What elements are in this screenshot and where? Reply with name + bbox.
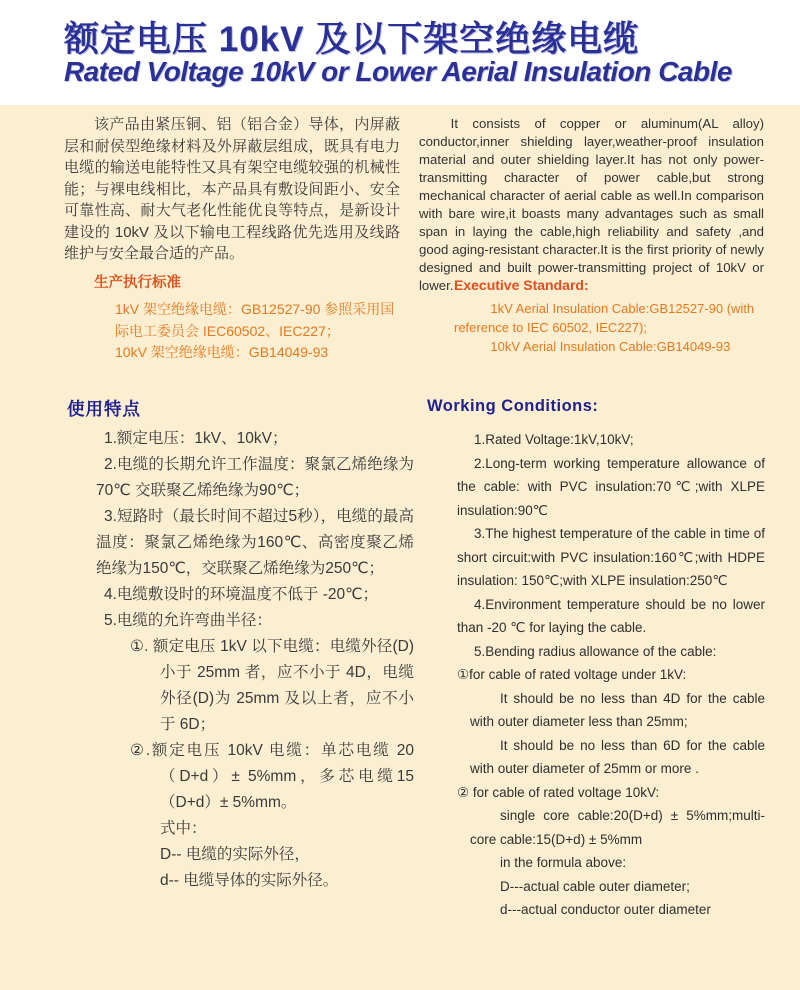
production-standard-section-chinese [94,271,410,364]
working-item: 2.Long-term working temperature allowance of the cable: with PVC insulation:70℃;with XLPE insulation:90℃ [457,455,765,518]
standard-item: 1kV Aerial Insulation Cable:GB12527-90 (with reference to IEC 60502, IEC227); [454,301,755,335]
feature-item: 5.电缆的允许弯曲半径： [104,612,272,629]
formula-line: d---actual conductor outer diameter [500,902,711,917]
working-item: 1.Rated Voltage:1kV,10kV; [474,432,634,447]
features-heading-chinese: 使用特点 [67,399,141,419]
standard-item: 10kV 架空绝缘电缆：GB14049-93 [115,344,329,360]
working-subitem: It should be no less than 6D for the cable with outer diameter of 25mm or more . [470,737,765,776]
page-title-english: Rated Voltage 10kV or Lower Aerial Insulation Cable [64,56,732,87]
working-subheading: ①for cable of rated voltage under 1kV: [457,667,687,682]
executive-standard-items-english [454,299,762,356]
working-subheading: ② for cable of rated voltage 10kV: [457,784,660,800]
working-item: 5.Bending radius allowance of the cable: [474,643,717,659]
feature-subitem: ②.额定电压 10kV 电缆：单芯电缆 20（D+d）± 5%mm，多芯电缆15（D+d）± 5%mm。 [130,742,414,811]
working-conditions-heading-english: Working Conditions: [427,397,599,415]
working-subitem: single core cable:20(D+d) ± 5%mm;multi-core cable:15(D+d) ± 5%mm [470,808,765,847]
feature-subitem: ①. 额定电压 1kV 以下电缆：电缆外径(D)小于 25mm 者，应不小于 4D，电缆外径(D)为 25mm 及以上者，应不小于 6D； [130,638,414,733]
formula-line: in the formula above: [500,855,627,870]
executive-standard-section-english [454,277,766,356]
feature-item: 4.电缆敷设时的环境温度不低于 -20℃； [104,586,379,603]
working-subitem: It should be no less than 4D for the cable with outer diameter less than 25mm; [470,690,765,729]
feature-item: 1.额定电压：1kV、10kV； [104,430,288,447]
features-list-chinese [96,426,414,894]
working-item: 4.Environment temperature should be no lower than -20 ℃ for laying the cable. [457,596,765,635]
production-standard-items-chinese [115,299,408,364]
feature-item: 2.电缆的长期允许工作温度：聚氯乙烯绝缘为70℃ 交联聚乙烯绝缘为90℃； [96,456,414,499]
formula-line: D---actual cable outer diameter; [500,878,690,894]
working-conditions-list-english [457,428,765,922]
intro-paragraph-english: It consists of copper or aluminum(AL alloy) conductor,inner shielding layer,weather-proof insulation material and outer shielding layer.It has not only power-transmitting character of power cable,but strong mechanical character of aerial cable as well.In comparison with bare wire,it boasts many advantages such as small span in laying the cable,high reliability and safety ,and good aging-resistant character.It is the first priority of newly designed and built power-transmitting project of 10kV or lower. [419,116,764,293]
executive-standard-heading-english: Executive Standard: [454,277,589,293]
intro-paragraph-chinese: 该产品由紧压铜、铝（铝合金）导体，内屏蔽层和耐侯型绝缘材料及外屏蔽层组成，既具有电力电缆的输送电能特性又具有架空电缆较强的机械性能；与裸电线相比，本产品具有敷设间距小、安全可靠性高、耐大气老化性能优良等特点，是新设计建设的 10kV 及以下输电工程线路优先选用及线路维护与安全最合适的产品。 [64,116,400,262]
formula-line: d-- 电缆导体的实际外径。 [160,872,339,889]
production-standard-heading-chinese: 生产执行标准 [94,275,181,291]
feature-item: 3.短路时（最长时间不超过5秒），电缆的最高温度：聚氯乙烯绝缘为160℃、高密度聚乙烯绝缘为150℃，交联聚乙烯绝缘为250℃； [96,508,414,577]
page-title-chinese: 额定电压 10kV 及以下架空绝缘电缆 [64,20,640,59]
standard-item: 10kV Aerial Insulation Cable:GB14049-93 [490,339,731,354]
working-item: 3.The highest temperature of the cable in time of short circuit:with PVC insulation:160℃;with HDPE insulation: 150℃;with XLPE insulation:250℃ [457,526,765,588]
formula-line: D-- 电缆的实际外径， [160,846,310,863]
formula-line: 式中： [160,820,207,837]
standard-item: 1kV 架空绝缘电缆：GB12527-90 参照采用国际电工委员会 IEC60502、IEC227； [115,301,395,339]
